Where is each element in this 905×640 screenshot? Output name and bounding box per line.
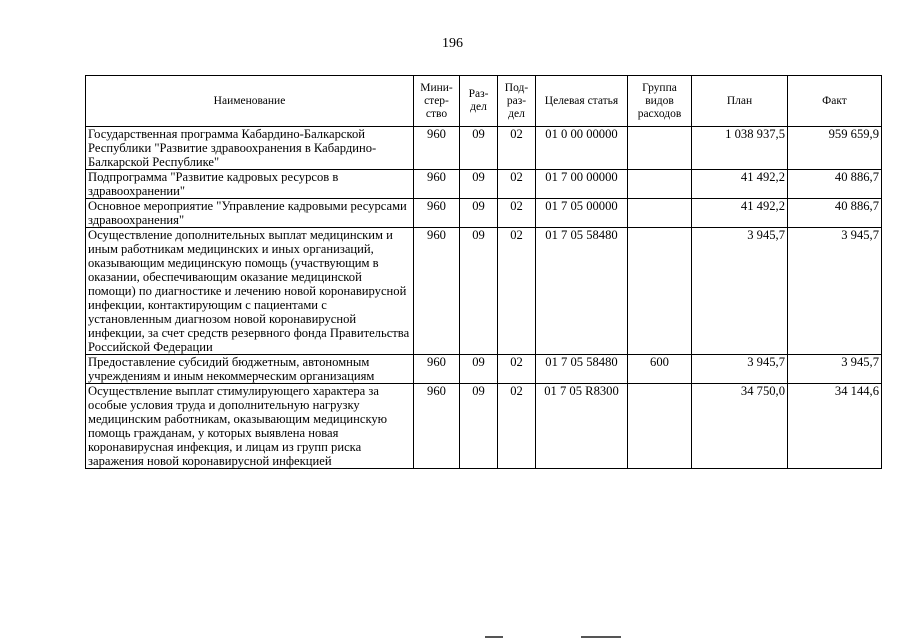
row-subsection: 02	[498, 228, 536, 355]
header-name: Наименование	[86, 76, 414, 127]
row-subsection: 02	[498, 355, 536, 384]
row-name: Основное мероприятие "Управление кадровыми ресурсами здравоохранения"	[86, 199, 414, 228]
row-plan: 3 945,7	[692, 228, 788, 355]
row-name: Осуществление дополнительных выплат медицинским и иным работникам медицинских и иных организаций, оказывающим медицинскую помощь (участвующим в оказании, обеспечивающим оказание медицинской помощи) по диагностике и лечению новой коронавирусной инфекции, контактирующим с пациентами с установленным диагнозом новой коронавирусной инфекции, за счет средств резервного фонда Правительства Российской Федерации	[86, 228, 414, 355]
row-name: Осуществление выплат стимулирующего характера за особые условия труда и дополнительную нагрузку медицинским работникам, оказывающим медицинскую помощь гражданам, у которых выявлена новая коронавирусная инфекция, и лицам из групп риска заражения новой коронавирусной инфекцией	[86, 384, 414, 469]
row-section: 09	[460, 355, 498, 384]
row-expense-group	[628, 199, 692, 228]
table-row	[86, 127, 882, 170]
row-fact: 3 945,7	[788, 228, 882, 355]
row-ministry: 960	[414, 127, 460, 170]
row-expense-group	[628, 384, 692, 469]
row-ministry: 960	[414, 384, 460, 469]
row-target: 01 0 00 00000	[536, 127, 628, 170]
row-section: 09	[460, 384, 498, 469]
row-expense-group	[628, 170, 692, 199]
row-fact: 40 886,7	[788, 199, 882, 228]
header-target: Целевая статья	[536, 76, 628, 127]
table-row	[86, 355, 882, 384]
header-expense-group: Группа видов расходов	[628, 76, 692, 127]
row-ministry: 960	[414, 199, 460, 228]
row-subsection: 02	[498, 170, 536, 199]
table-row	[86, 199, 882, 228]
row-fact: 959 659,9	[788, 127, 882, 170]
table-row	[86, 228, 882, 355]
budget-table	[85, 75, 882, 469]
row-expense-group	[628, 228, 692, 355]
table-row	[86, 384, 882, 469]
row-subsection: 02	[498, 199, 536, 228]
row-plan: 1 038 937,5	[692, 127, 788, 170]
row-plan: 41 492,2	[692, 199, 788, 228]
table-row	[86, 170, 882, 199]
row-section: 09	[460, 170, 498, 199]
row-ministry: 960	[414, 228, 460, 355]
header-plan: План	[692, 76, 788, 127]
header-fact: Факт	[788, 76, 882, 127]
row-target: 01 7 05 58480	[536, 355, 628, 384]
row-name: Предоставление субсидий бюджетным, автономным учреждениям и иным некоммерческим организациям	[86, 355, 414, 384]
header-ministry: Мини-стер-ство	[414, 76, 460, 127]
header-subsection: Под-раз-дел	[498, 76, 536, 127]
row-section: 09	[460, 199, 498, 228]
row-expense-group	[628, 127, 692, 170]
row-target: 01 7 00 00000	[536, 170, 628, 199]
row-target: 01 7 05 00000	[536, 199, 628, 228]
row-section: 09	[460, 228, 498, 355]
row-ministry: 960	[414, 355, 460, 384]
row-subsection: 02	[498, 384, 536, 469]
row-name: Государственная программа Кабардино-Балкарской Республики "Развитие здравоохранения в Кабардино-Балкарской Республике"	[86, 127, 414, 170]
row-ministry: 960	[414, 170, 460, 199]
row-fact: 40 886,7	[788, 170, 882, 199]
row-target: 01 7 05 R8300	[536, 384, 628, 469]
row-plan: 3 945,7	[692, 355, 788, 384]
row-fact: 3 945,7	[788, 355, 882, 384]
row-expense-group: 600	[628, 355, 692, 384]
row-plan: 41 492,2	[692, 170, 788, 199]
row-subsection: 02	[498, 127, 536, 170]
row-section: 09	[460, 127, 498, 170]
header-row	[86, 76, 882, 127]
row-fact: 34 144,6	[788, 384, 882, 469]
row-plan: 34 750,0	[692, 384, 788, 469]
row-name: Подпрограмма "Развитие кадровых ресурсов в здравоохранении"	[86, 170, 414, 199]
page-number: 196	[442, 36, 463, 51]
row-target: 01 7 05 58480	[536, 228, 628, 355]
scan-artifact	[485, 632, 625, 640]
header-section: Раз-дел	[460, 76, 498, 127]
